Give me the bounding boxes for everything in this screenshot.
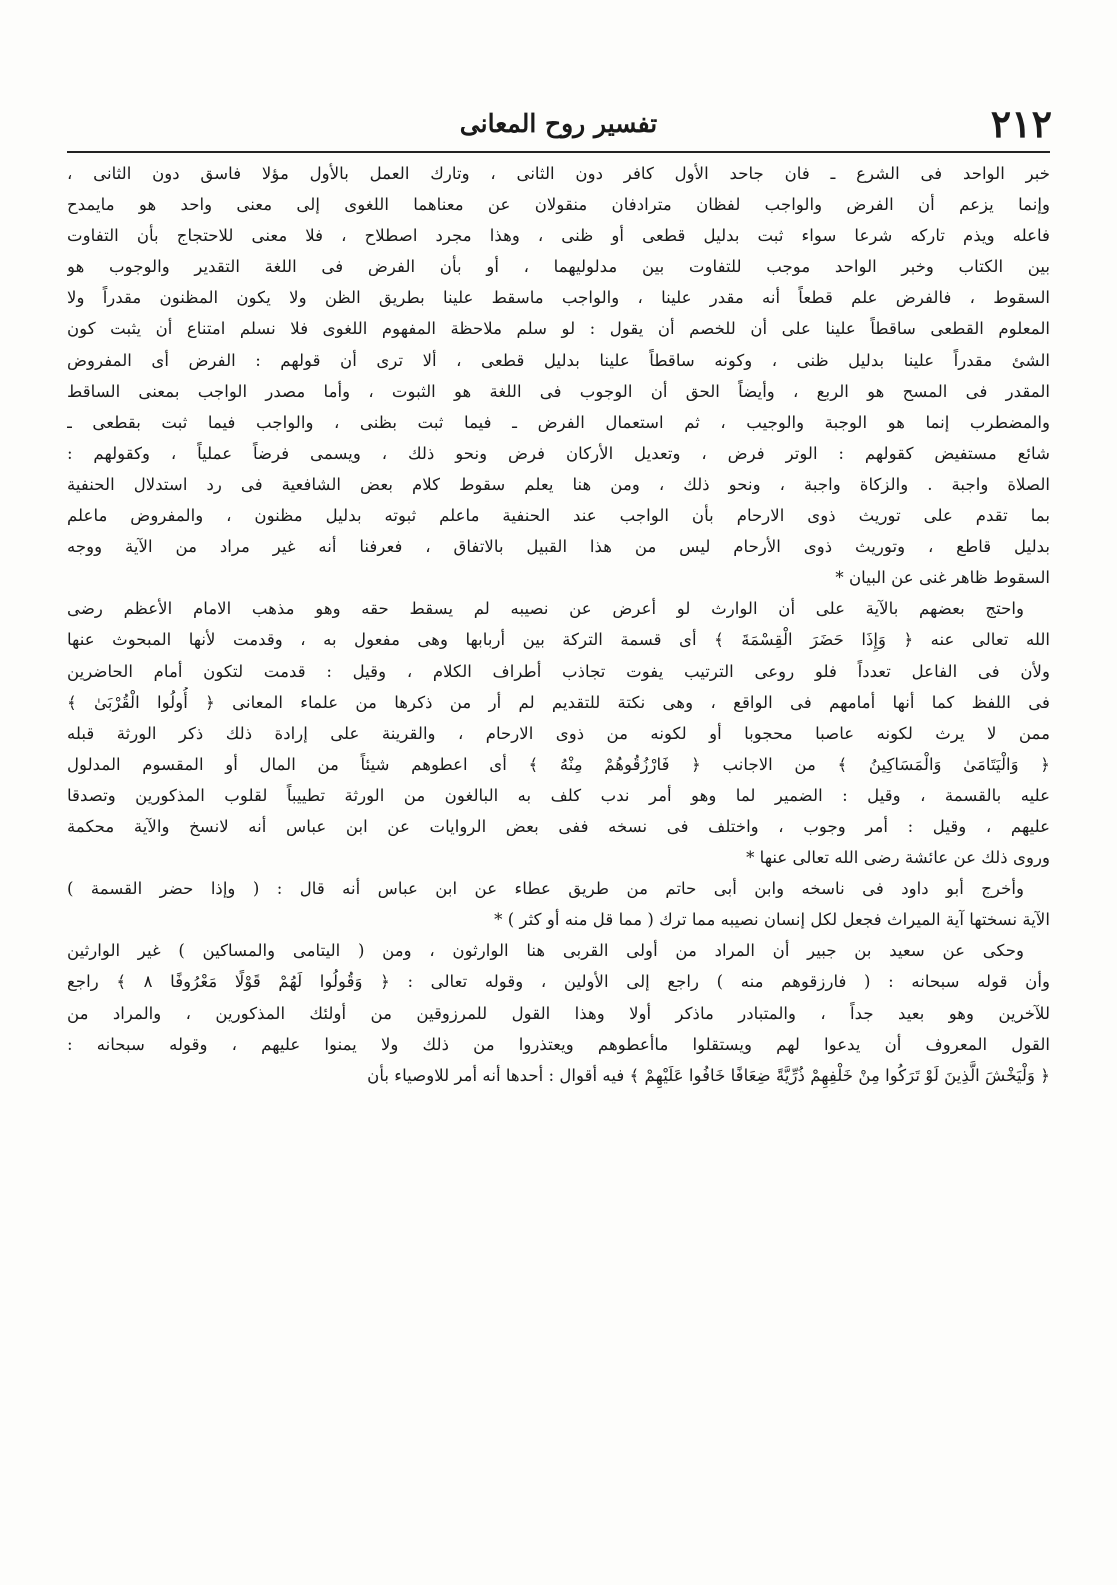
text-line: الله تعالى عنه ﴿ وَإِذَا حَضَرَ الْقِسْمَةَ ﴾ أى قسمة التركة بين أربابها وهى مفعول به ، وقدمت لأنها المبحوث عنها [67, 630, 1050, 650]
text-line: ﴿ وَالْيَتَامَىٰ وَالْمَسَاكِينُ ﴾ من الاجانب ﴿ فَارْزُقُوهُمْ مِنْهُ ﴾ أى اعطوهم شيئاً من المال أو المقسوم المدلول [67, 754, 1050, 774]
text-line: القول المعروف أن يدعوا لهم ويستقلوا ماأعطوهم ويعتذروا من ذلك ولا يمنوا عليهم ، وقوله سبحانه : [67, 1034, 1050, 1054]
text-line: بين الكتاب وخبر الواحد موجب للتفاوت بين مدلوليهما ، أو بأن الفرض فى اللغة التقدير والوجوب هو [67, 257, 1050, 277]
page-number: ٢١٢ [990, 101, 1052, 146]
text-line: بدليل قاطع ، وتوريث ذوى الأرحام ليس من هذا القبيل بالاتفاق ، فعرفنا أنه غير مراد من الآية ووجه [67, 537, 1050, 557]
text-line: وروى ذلك عن عائشة رضى الله تعالى عنها * [746, 848, 1050, 868]
text-line: وحكى عن سعيد بن جبير أن المراد من أولى القربى هنا الوارثون ، ومن ( اليتامى والمساكين ) غير الوارثين [67, 941, 1024, 961]
running-title: تفسير روح المعانى [459, 109, 658, 138]
text-line: واحتج بعضهم بالآية على أن الوارث لو أعرض عن نصيبه لم يسقط حقه وهو مذهب الامام الأعظم رضى [67, 599, 1024, 619]
text-line: ولأن فى الفاعل تعدداً فلو روعى الترتيب يفوت تجاذب أطراف الكلام ، وقيل : قدمت لتكون أمام الحاضرين [67, 661, 1050, 681]
text-line: المعلوم القطعى ساقطاً علينا على أن للخصم أن يقول : لو سلم ملاحظة المفهوم اللغوى فلا نسلم امتناع أن يثبت كون [67, 319, 1050, 339]
text-line: والمضطرب إنما هو الوجبة والوجيب ، ثم استعمال الفرض ـ فيما ثبت بظنى ، والواجب فيما ثبت بقطعى ـ [67, 412, 1050, 432]
header-rule [67, 151, 1050, 153]
text-line: السقوط ، فالفرض علم قطعاً أنه مقدر علينا ، والواجب ماسقط علينا بطريق الظن ولا يكون المظنون مقدراً ولا [67, 288, 1050, 308]
text-line: الآية نسختها آية الميراث فجعل لكل إنسان نصيبه مما ترك ( مما قل منه أو كثر ) * [494, 910, 1050, 930]
text-line: وأخرج أبو داود فى ناسخه وابن أبى حاتم من طريق عطاء عن ابن عباس أنه قال : ( وإذا حضر القسمة ) [67, 879, 1024, 899]
text-line: عليهم ، وقيل : أمر وجوب ، واختلف فى نسخه ففى بعض الروايات عن ابن عباس أنه لانسخ والآية محكمة [67, 816, 1050, 836]
text-line: خبر الواحد فى الشرع ـ فان جاحد الأول كافر دون الثانى ، وتارك العمل بالأول مؤلا فاسق دون الثانى ، [67, 164, 1050, 183]
text-line: المقدر فى المسح هو الربع ، وأيضاً الحق أن الوجوب فى اللغة هو الثبوت ، وأما مصدر الواجب بمعنى الساقط [67, 381, 1050, 401]
page-header [65, 96, 1052, 152]
text-line: وأن قوله سبحانه : ( فارزقوهم منه ) راجع إلى الأولين ، وقوله تعالى : ﴿ وَقُولُوا لَهُمْ قَوْلًا مَعْرُوفًا ٨ ﴾ راجع [67, 972, 1050, 992]
text-line: للآخرين وهو بعيد جداً ، والمتبادر ماذكر أولا وهذا القول للمرزوقين من أولئك المذكورين ، والمراد من [67, 1003, 1050, 1023]
text-line: عليه بالقسمة ، وقيل : الضمير لما وهو أمر ندب كلف به البالغون من الورثة تطييباً لقلوب المذكورين وتصدقا [67, 785, 1050, 805]
text-line: السقوط ظاهر غنى عن البيان * [835, 568, 1050, 588]
text-line: بما تقدم على توريث ذوى الارحام بأن الواجب عند الحنفية ماعلم ثبوته بدليل مظنون ، والمفروض ماعلم [67, 506, 1050, 526]
text-line: ممن لا يرث لكونه عاصبا محجوبا أو لكونه من ذوى الارحام ، والقرينة على إرادة ذلك ذكر الورثة قبله [67, 723, 1050, 743]
text-line: الشئ مقدراً علينا بدليل ظنى ، وكونه ساقطاً علينا بدليل قطعى ، ألا ترى أن قولهم : الفرض أى المفروض [67, 350, 1050, 370]
text-line: وإنما يزعم أن الفرض والواجب لفظان مترادفان منقولان عن معناهما اللغوى إلى معنى واحد هو مايمدح [67, 195, 1050, 215]
text-line: شائع مستفيض كقولهم : الوتر فرض ، وتعديل الأركان فرض ونحو ذلك ، ويسمى فرضاً عملياً ، وكقولهم : [67, 443, 1050, 463]
text-line: فاعله ويذم تاركه شرعا سواء ثبت بدليل قطعى أو ظنى ، وهذا مجرد اصطلاح ، فلا معنى للاحتجاج بأن التفاوت [67, 226, 1050, 246]
text-body [67, 158, 1050, 1558]
text-line: فى اللفظ كما أنها أمامهم فى الواقع ، وهى نكتة للتقديم لم أر من ذكرها من علماء المعانى ﴿ أُولُوا الْقُرْبَىٰ ﴾ [67, 692, 1050, 712]
text-line: الصلاة واجبة . والزكاة واجبة ، ونحو ذلك ، ومن هنا يعلم سقوط كلام بعض الشافعية فى رد استدلال الحنفية [67, 474, 1050, 494]
text-line: ﴿ وَلْيَخْشَ الَّذِينَ لَوْ تَرَكُوا مِنْ خَلْفِهِمْ ذُرِّيَّةً ضِعَافًا خَافُوا عَلَيْهِمْ ﴾ فيه أقوال : أحدها أنه أمر للاوصياء بأن [367, 1065, 1050, 1085]
